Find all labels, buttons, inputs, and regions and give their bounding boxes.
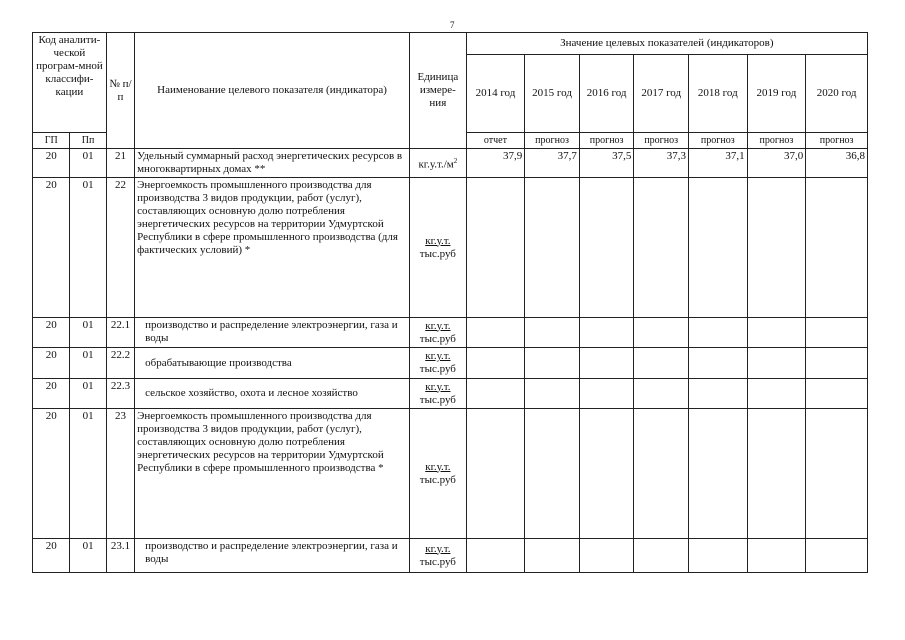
row-value — [806, 379, 868, 409]
header-name: Наименование целевого показателя (индикатора) — [135, 33, 410, 149]
row-unit — [410, 348, 467, 379]
row-value — [525, 348, 580, 379]
row-pp: 01 — [70, 178, 106, 318]
table-row — [33, 379, 868, 409]
row-value — [525, 178, 580, 318]
table-row — [33, 409, 868, 539]
row-num: 22 — [106, 178, 134, 318]
row-value — [747, 409, 806, 539]
row-gp: 20 — [33, 318, 70, 348]
row-value: 37,0 — [747, 149, 806, 178]
header-num: № п/п — [106, 33, 134, 149]
row-value — [579, 379, 634, 409]
row-name: обрабатывающие производства — [135, 348, 410, 379]
row-pp: 01 — [70, 149, 106, 178]
header-status: прогноз — [806, 133, 868, 149]
row-value — [466, 178, 525, 318]
row-num: 22.3 — [106, 379, 134, 409]
row-value — [466, 318, 525, 348]
row-value — [634, 379, 689, 409]
row-value: 36,8 — [806, 149, 868, 178]
row-value — [634, 348, 689, 379]
row-value — [634, 318, 689, 348]
header-year: 2016 год — [579, 55, 634, 133]
row-gp: 20 — [33, 178, 70, 318]
row-pp: 01 — [70, 539, 106, 573]
table-row — [33, 318, 868, 348]
header-status: прогноз — [525, 133, 580, 149]
row-value — [689, 379, 748, 409]
row-name: производство и распределение электроэнергии, газа и воды — [135, 318, 410, 348]
header-year: 2020 год — [806, 55, 868, 133]
row-gp: 20 — [33, 149, 70, 178]
row-value — [689, 409, 748, 539]
header-year: 2014 год — [466, 55, 525, 133]
header-status: прогноз — [747, 133, 806, 149]
row-unit-numerator: кг.у.т. — [425, 380, 451, 393]
row-value — [634, 539, 689, 573]
row-value — [747, 379, 806, 409]
header-status: прогноз — [634, 133, 689, 149]
row-value — [634, 178, 689, 318]
row-value — [806, 178, 868, 318]
row-pp: 01 — [70, 348, 106, 379]
header-year: 2019 год — [747, 55, 806, 133]
header-status: отчет — [466, 133, 525, 149]
row-name: Удельный суммарный расход энергетических ресурсов в многоквартирных домах ** — [135, 149, 410, 178]
row-value — [689, 348, 748, 379]
row-unit — [410, 178, 467, 318]
row-name: Энергоемкость промышленного производства для производства 3 видов продукции, работ (услуг), составляющих основную долю потребления энергетических ресурсов на территории Удмуртской Республики в сфере промышленного производства * — [135, 409, 410, 539]
row-pp: 01 — [70, 409, 106, 539]
table-row — [33, 178, 868, 318]
row-num: 21 — [106, 149, 134, 178]
page-number: 7 — [450, 20, 455, 30]
row-value — [466, 379, 525, 409]
row-value — [634, 409, 689, 539]
row-value — [747, 348, 806, 379]
row-unit-denominator: тыс.руб — [419, 363, 456, 375]
header-unit: Единица измере-ния — [410, 33, 467, 149]
row-num: 22.1 — [106, 318, 134, 348]
header-gp: ГП — [33, 133, 70, 149]
row-num: 23.1 — [106, 539, 134, 573]
table-row — [33, 539, 868, 573]
row-unit-numerator: кг.у.т. — [425, 319, 451, 332]
row-unit-numerator: кг.у.т. — [425, 460, 451, 473]
row-value — [466, 348, 525, 379]
row-value: 37,1 — [689, 149, 748, 178]
row-unit-denominator: тыс.руб — [419, 332, 456, 345]
row-value — [525, 409, 580, 539]
row-unit — [410, 318, 467, 348]
row-value — [747, 178, 806, 318]
row-unit — [410, 379, 467, 409]
row-unit-superscript: 2 — [453, 156, 458, 165]
row-value: 37,7 — [525, 149, 580, 178]
row-num: 22.2 — [106, 348, 134, 379]
row-unit-numerator: кг.у.т. — [425, 542, 451, 555]
row-value — [689, 318, 748, 348]
row-value — [579, 348, 634, 379]
row-unit — [410, 149, 467, 178]
header-values-group: Значение целевых показателей (индикаторов) — [466, 33, 867, 55]
header-year: 2015 год — [525, 55, 580, 133]
row-value — [806, 539, 868, 573]
row-num: 23 — [106, 409, 134, 539]
row-value — [525, 379, 580, 409]
header-code-group: Код аналити-ческой програм-мной классифи-кации — [33, 33, 107, 133]
row-unit — [410, 409, 467, 539]
row-name: сельское хозяйство, охота и лесное хозяйство — [135, 379, 410, 409]
row-value — [806, 409, 868, 539]
header-year: 2018 год — [689, 55, 748, 133]
row-value: 37,9 — [466, 149, 525, 178]
row-value — [579, 178, 634, 318]
header-year: 2017 год — [634, 55, 689, 133]
row-pp: 01 — [70, 318, 106, 348]
row-value — [806, 348, 868, 379]
row-name: производство и распределение электроэнергии, газа и воды — [135, 539, 410, 573]
row-unit-numerator: кг.у.т. — [425, 350, 451, 362]
row-gp: 20 — [33, 539, 70, 573]
row-value: 37,5 — [579, 149, 634, 178]
row-value — [579, 409, 634, 539]
row-unit-denominator: тыс.руб — [419, 247, 456, 260]
row-value — [466, 539, 525, 573]
header-status: прогноз — [579, 133, 634, 149]
row-gp: 20 — [33, 409, 70, 539]
table-row — [33, 149, 868, 178]
row-unit-numerator: кг.у.т. — [425, 234, 451, 247]
row-value — [806, 318, 868, 348]
row-value — [689, 178, 748, 318]
header-pp: Пп — [70, 133, 106, 149]
row-unit-denominator: тыс.руб — [419, 555, 456, 568]
indicators-table — [32, 32, 868, 573]
row-value — [747, 539, 806, 573]
row-unit-denominator: тыс.руб — [419, 473, 456, 486]
row-gp: 20 — [33, 348, 70, 379]
row-value — [579, 539, 634, 573]
row-gp: 20 — [33, 379, 70, 409]
row-value — [747, 318, 806, 348]
row-value: 37,3 — [634, 149, 689, 178]
table-body — [33, 149, 868, 573]
table-row — [33, 348, 868, 379]
row-value — [689, 539, 748, 573]
row-unit-numerator: кг.у.т./м — [418, 158, 454, 171]
row-value — [525, 318, 580, 348]
row-pp: 01 — [70, 379, 106, 409]
row-value — [466, 409, 525, 539]
row-value — [525, 539, 580, 573]
row-value — [579, 318, 634, 348]
row-unit-denominator: тыс.руб — [419, 393, 456, 406]
row-unit — [410, 539, 467, 573]
row-name: Энергоемкость промышленного производства для производства 3 видов продукции, работ (услуг), составляющих основную долю потребления энергетических ресурсов на территории Удмуртской Республики в сфере промышленного производства (для фактических условий) * — [135, 178, 410, 318]
header-status: прогноз — [689, 133, 748, 149]
